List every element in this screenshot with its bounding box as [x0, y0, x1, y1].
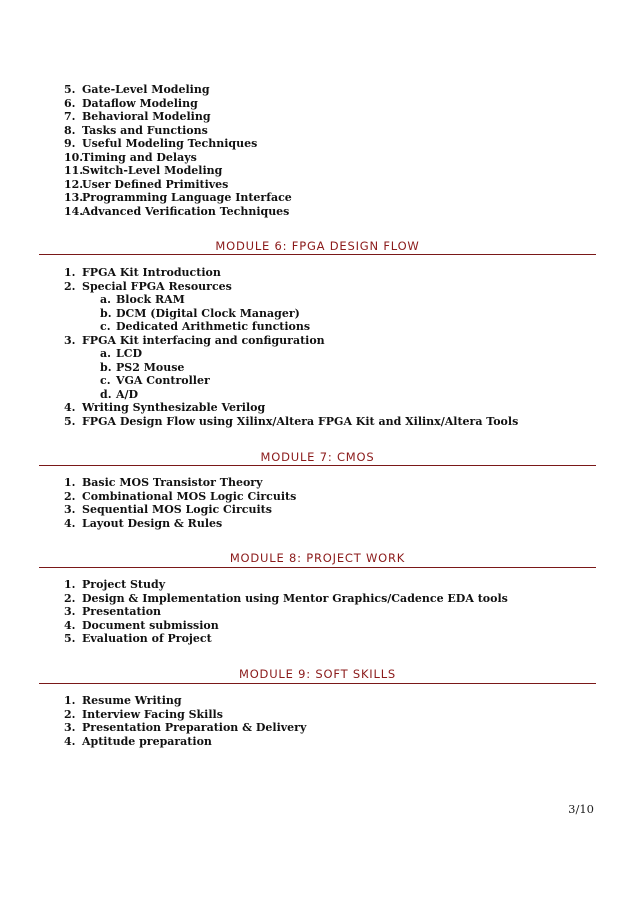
list-item: 11.Switch-Level Modeling	[64, 164, 223, 177]
section-divider	[39, 683, 596, 684]
list-item: 1. FPGA Kit Introduction	[64, 266, 221, 279]
sub-list-item: a. LCD	[100, 347, 143, 360]
page-number: 3/10	[568, 802, 594, 816]
section-divider	[39, 465, 596, 466]
list-item: 6. Dataflow Modeling	[64, 96, 198, 110]
list-item: 5. Evaluation of Project	[64, 632, 212, 645]
list-item: 4. Layout Design & Rules	[64, 516, 223, 530]
list-item: 9. Useful Modeling Techniques	[64, 137, 258, 150]
list-item: 3. Presentation Preparation & Delivery	[64, 721, 307, 734]
list-item: 5. FPGA Design Flow using Xilinx/Altera FPGA Kit and Xilinx/Altera Tools	[64, 414, 519, 428]
list-item: 2. Interview Facing Skills	[64, 707, 223, 721]
module-8-title: MODULE 8: PROJECT WORK	[229, 551, 406, 565]
list-item: 3. FPGA Kit interfacing and configuration	[64, 333, 325, 347]
list-item: 5. Gate-Level Modeling	[64, 83, 210, 96]
module-8-list	[64, 578, 508, 646]
list-item: 2. Special FPGA Resources	[64, 279, 232, 293]
sub-list-item: d. A/D	[100, 387, 139, 401]
module-6-title: MODULE 6: FPGA DESIGN FLOW	[215, 239, 420, 253]
list-item: 3. Presentation	[64, 605, 162, 618]
topic-list	[64, 83, 292, 218]
list-item: 12.User Defined Primitives	[64, 177, 229, 191]
sub-list-item: a. Block RAM	[100, 293, 185, 306]
list-item: 8. Tasks and Functions	[64, 123, 208, 137]
list-item: 3. Sequential MOS Logic Circuits	[64, 503, 272, 516]
module-7-list	[64, 476, 296, 530]
list-item: 2. Design & Implementation using Mentor Graphics/Cadence EDA tools	[64, 591, 508, 605]
list-item: 4. Writing Synthesizable Verilog	[64, 401, 266, 414]
list-item: 4. Aptitude preparation	[64, 734, 212, 748]
sub-list-item: c. Dedicated Arithmetic functions	[100, 320, 311, 333]
section-divider	[39, 254, 596, 255]
list-item: 13.Programming Language Interface	[64, 191, 292, 204]
list-item: 1. Project Study	[64, 578, 166, 591]
list-item: 14.Advanced Verification Techniques	[64, 204, 290, 218]
list-item: 1. Basic MOS Transistor Theory	[64, 476, 263, 489]
list-item: 4. Document submission	[64, 618, 219, 632]
list-item: 2. Combinational MOS Logic Circuits	[64, 489, 297, 503]
module-6-list	[64, 266, 518, 428]
sub-list-item: c. VGA Controller	[100, 374, 210, 387]
list-item: 7. Behavioral Modeling	[64, 110, 211, 123]
module-9-title: MODULE 9: SOFT SKILLS	[238, 667, 396, 681]
module-7-title: MODULE 7: CMOS	[260, 450, 375, 464]
sub-list-item: b. PS2 Mouse	[100, 360, 185, 374]
list-item: 1. Resume Writing	[64, 694, 182, 707]
section-divider	[39, 567, 596, 568]
list-item: 10.Timing and Delays	[64, 150, 197, 164]
module-9-list	[64, 694, 306, 748]
sub-list-item: b. DCM (Digital Clock Manager)	[100, 306, 300, 320]
